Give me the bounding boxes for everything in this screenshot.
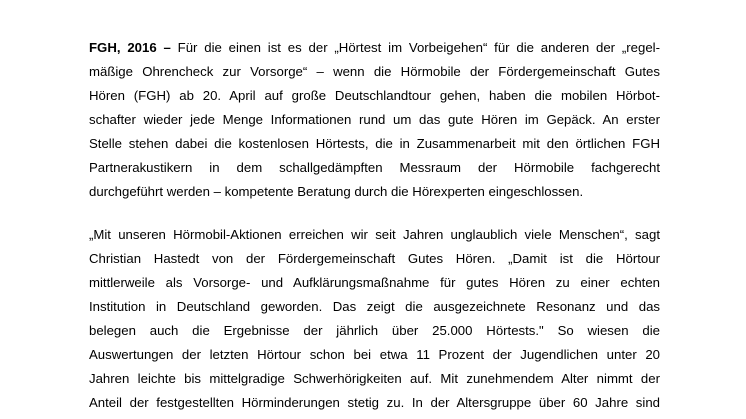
paragraph-quote [89, 223, 660, 415]
text-line: Stelle stehen dabei die kostenlosen Hörtests, die in Zusammenarbeit mit den örtlichen FGH [89, 136, 660, 151]
text-line: belegen auch die Ergebnisse der jährlich über 25.000 Hörtests." So wiesen die [89, 323, 660, 338]
text-line: durchgeführt werden – kompetente Beratung durch die Hörexperten eingeschlossen. [89, 184, 584, 199]
text-line: „Mit unseren Hörmobil-Aktionen erreichen wir seit Jahren unglaublich viele Menschen“, sagt [89, 227, 660, 242]
text-line: Jahren leichte bis mittelgradige Schwerhörigkeiten auf. Mit zunehmendem Alter nimmt der [89, 371, 660, 386]
text-line: Auswertungen der letzten Hörtour schon bei etwa 11 Prozent der Jugendlichen unter 20 [89, 347, 660, 362]
text-line: schafter wieder jede Menge Informationen rund um das gute Hören im Gepäck. An erster [89, 112, 660, 127]
text-line: Anteil der festgestellten Hörminderungen stetig zu. In der Altersgruppe über 60 Jahre sind [89, 395, 660, 410]
text-line: mittlerweile als Vorsorge- und Aufklärungsmaßnahme für gutes Hören zu einer echten [89, 275, 660, 290]
text-line: Hören (FGH) ab 20. April auf große Deutschlandtour gehen, haben die mobilen Hörbot- [89, 88, 660, 103]
text-line: Institution in Deutschland geworden. Das zeigt die ausgezeichnete Resonanz und das [89, 299, 660, 314]
text-line: Partnerakustikern in dem schallgedämpften Messraum der Hörmobile fachgerecht [89, 160, 660, 175]
dateline: FGH, 2016 – [89, 40, 171, 55]
text-line: Christian Hastedt von der Fördergemeinschaft Gutes Hören. „Damit ist die Hörtour [89, 251, 660, 266]
text-line: mäßige Ohrencheck zur Vorsorge“ – wenn die Hörmobile der Fördergemeinschaft Gutes [89, 64, 660, 79]
text-line: FGH, 2016 – Für die einen ist es der „Hörtest im Vorbeigehen“ für die anderen der „regel- [89, 40, 660, 55]
paragraph-intro [89, 36, 660, 204]
